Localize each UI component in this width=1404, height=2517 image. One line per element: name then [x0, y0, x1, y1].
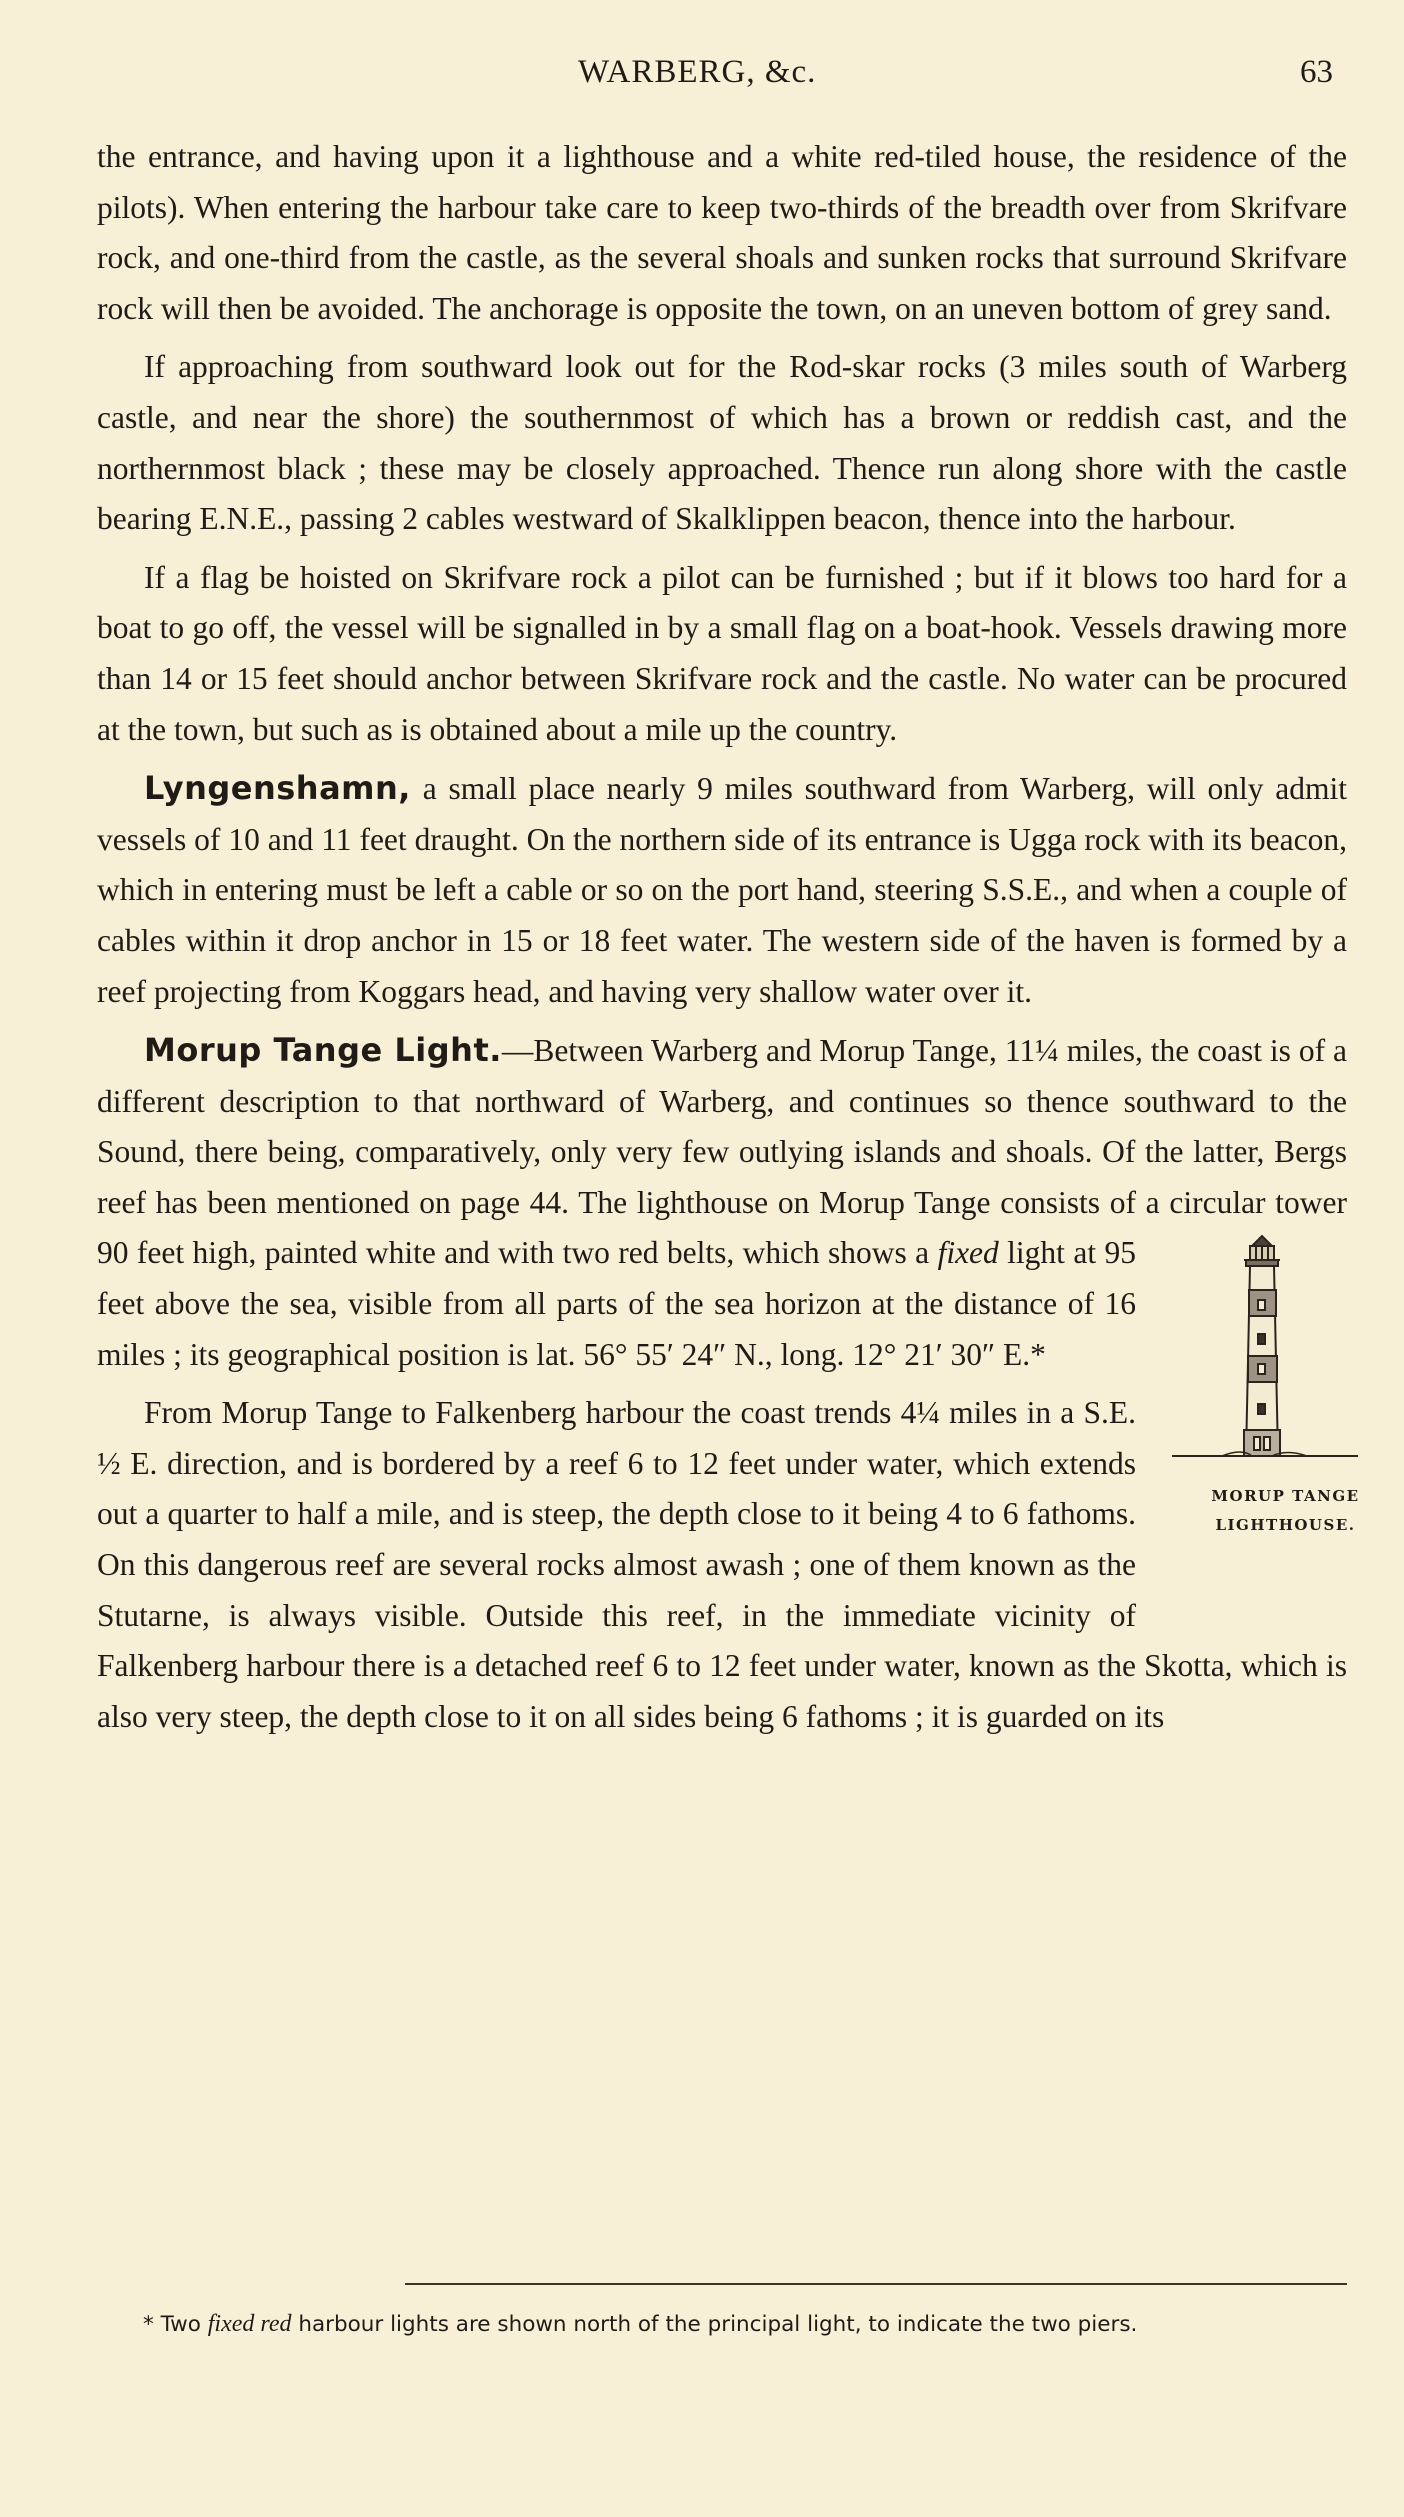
lighthouse-illustration-icon: [1162, 1234, 1362, 1482]
figure-caption: [1162, 1482, 1362, 1540]
morup-text-part-a: —Between Warberg and Morup Tange, 11¼ miles, the coast is of a different description to that northward of Warberg, and continues so thence southward to the Sound, there being, comparatively, only very few outlying islands and shoals. Of the latter, Bergs reef has been mentioned on page 44. The lighthouse on Morup Tange consists of a circular tower 90 feet high, painted white and with two red belts, which shows a: [97, 1033, 1348, 1271]
paragraph-lyngenshamn-text: a small place nearly 9 miles southward from Warberg, will only admit vessels of 10 and 11 feet draught. On the northern side of its entrance is Ugga rock with its beacon, which in entering must be left a cable or so on the port hand, steering S.S.E., and when a couple of cables within it drop anchor in 15 or 18 feet water. The western side of the haven is formed by a reef projecting from Koggars head, and having very shallow water over it.: [97, 771, 1347, 1009]
paragraph-pilot-signal: If a flag be hoisted on Skrifvare rock a pilot can be furnished ; but if it blows too hard for a boat to go off, the vessel will be signalled in by a small flag on a boat-hook. Vessels drawing more than 14 or 15 feet should anchor between Skrifvare rock and the castle. No water can be procured at the town, but such as is obtained about a mile up the country.: [97, 559, 1347, 747]
page-header: [0, 50, 1404, 100]
paragraph-morup-tange-light: [97, 1025, 1360, 1535]
paragraph-approach-southward: If approaching from southward look out for the Rod-skar rocks (3 miles south of Warberg castle, and near the shore) the southernmost of which has a brown or reddish cast, and the northernmost black ; these may be closely approached. Thence run along shore with the castle bearing E.N.E., passing 2 cables westward of Skalklippen beacon, thence into the harbour.: [97, 349, 1347, 537]
footnote-rule: [405, 2283, 1347, 2285]
body-text: [97, 132, 1360, 1750]
paragraph-falkenberg: From Morup Tange to Falkenberg harbour the coast trends 4¼ miles in a S.E. ½ E. direction, and is bordered by a reef 6 to 12 feet under water, which extends out a quarter to half a mile, and is steep, the depth close to it being 4 to 6 fathoms. On this dangerous reef are several rocks almost awash ; one of them known as the Stutarne, is always visible. Outside this reef, in the immediate vicinity of Falkenberg harbour there is a detached reef 6 to 12 feet under water, known as the Skotta, which is also very steep, the depth close to it on all sides being 6 fathoms ; it is guarded on its: [97, 1395, 1347, 1734]
morup-text-part-b: light at 95 feet above the sea, visible from all parts of the sea horizon at the distance of 16 miles ; its geographical position is lat. 56° 55′ 24″ N., long. 12° 21′ 30″ E.*: [97, 1235, 1136, 1372]
footnote-text: harbour lights are shown north of the principal light, to indicate the two piers.: [291, 2312, 1138, 2337]
paragraph-warberg-entrance: the entrance, and having upon it a lighthouse and a white red-tiled house, the residence of the pilots). When entering the harbour take care to keep two-thirds of the breadth over from Skrifvare rock, and one-third from the castle, as the several shoals and sunken rocks that surround Skrifvare rock will then be avoided. The anchorage is opposite the town, on an uneven bottom of grey sand.: [97, 139, 1347, 326]
lighthouse-figure: [1162, 1234, 1362, 1602]
emphasis-fixed: fixed: [937, 1235, 999, 1271]
paragraph-lyngenshamn: [97, 763, 1347, 1017]
footnote: [97, 2305, 1342, 2344]
section-heading-lyngenshamn: Lyngenshamn,: [144, 769, 411, 808]
footnote-emphasis: fixed red: [207, 2311, 292, 2337]
caption-line-1: MORUP TANGE: [1211, 1487, 1360, 1506]
running-head: WARBERG, &c.: [578, 54, 817, 90]
caption-line-2: LIGHTHOUSE.: [1215, 1516, 1356, 1535]
section-heading-morup-tange-light: Morup Tange Light.: [144, 1031, 502, 1070]
footnote-marker: *: [143, 2312, 161, 2337]
footnote-two: Two: [160, 2312, 208, 2337]
page-number: 63: [1300, 54, 1333, 90]
